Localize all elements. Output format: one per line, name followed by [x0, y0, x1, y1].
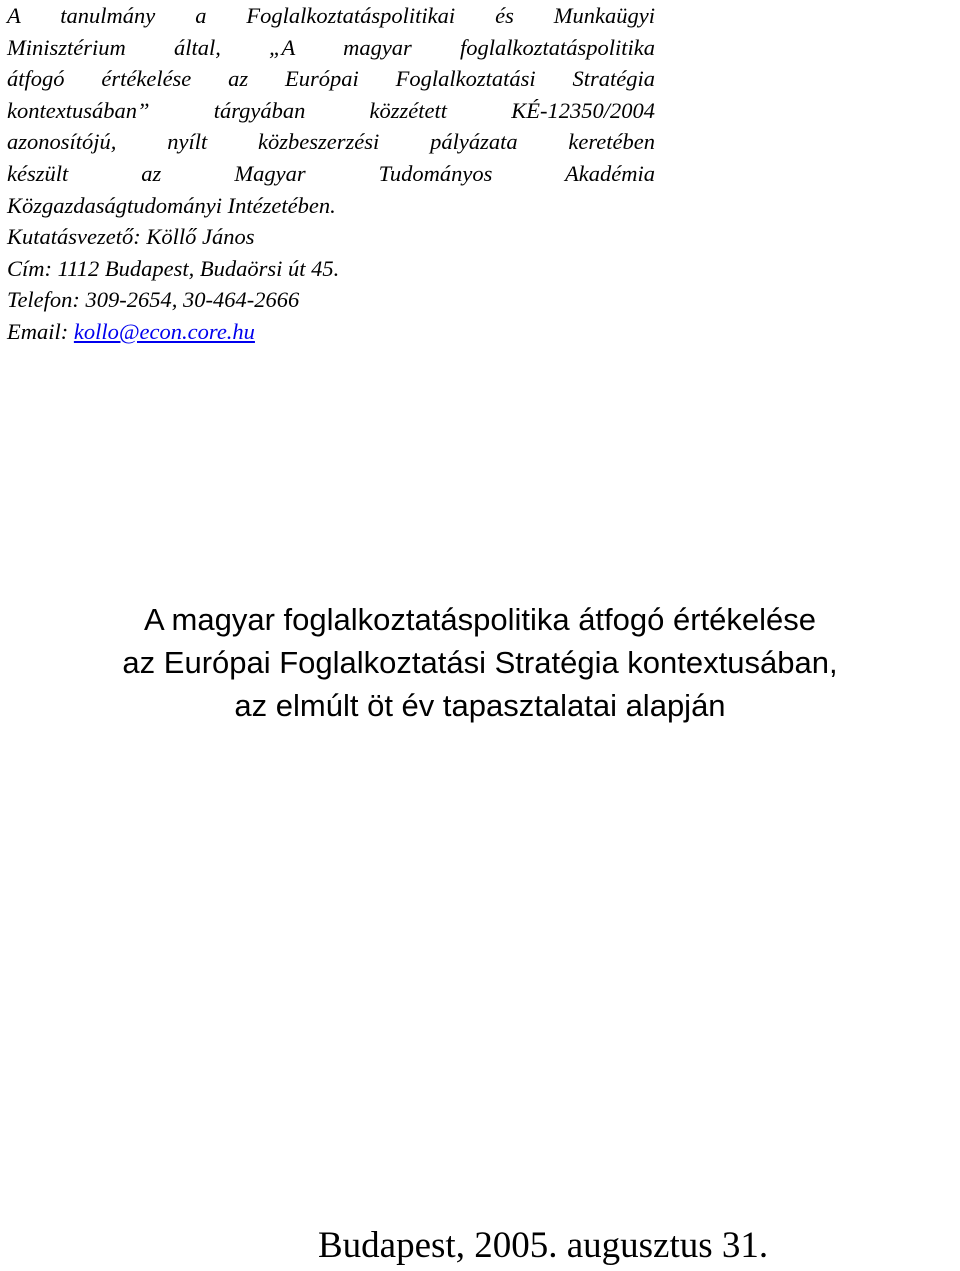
research-leader: Kutatásvezető: Köllő János: [7, 224, 255, 249]
contact-block: [7, 221, 339, 347]
intro-line: Minisztérium által, „A magyar foglalkoztatáspolitika: [7, 34, 655, 60]
place-and-date: Budapest, 2005. augusztus 31.: [318, 1225, 769, 1266]
intro-line: készült az Magyar Tudományos Akadémia: [7, 160, 655, 186]
document-title: [0, 598, 960, 727]
title-line: az elmúlt öt év tapasztalatai alapján: [234, 688, 726, 723]
intro-paragraph: [7, 0, 655, 221]
email-link[interactable]: kollo@econ.core.hu: [73, 318, 255, 344]
address: Cím: 1112 Budapest, Budaörsi út 45.: [7, 255, 340, 281]
intro-line: Közgazdaságtudományi Intézetében.: [7, 192, 336, 218]
intro-line: kontextusában” tárgyában közzétett KÉ-12350/2004: [7, 97, 655, 123]
title-line: az Európai Foglalkoztatási Stratégia kontextusában,: [122, 645, 838, 680]
email-label: Email:: [7, 318, 74, 344]
intro-line: A tanulmány a Foglalkoztatáspolitikai és Munkaügyi: [7, 3, 655, 28]
intro-line: átfogó értékelése az Európai Foglalkoztatási Stratégia: [7, 66, 655, 92]
phone-numbers: Telefon: 309-2654, 30-464-2666: [7, 287, 300, 313]
title-line: A magyar foglalkoztatáspolitika átfogó értékelése: [143, 602, 817, 637]
email-line: [7, 316, 339, 348]
intro-line: azonosítójú, nyílt közbeszerzési pályázata keretében: [7, 129, 655, 155]
